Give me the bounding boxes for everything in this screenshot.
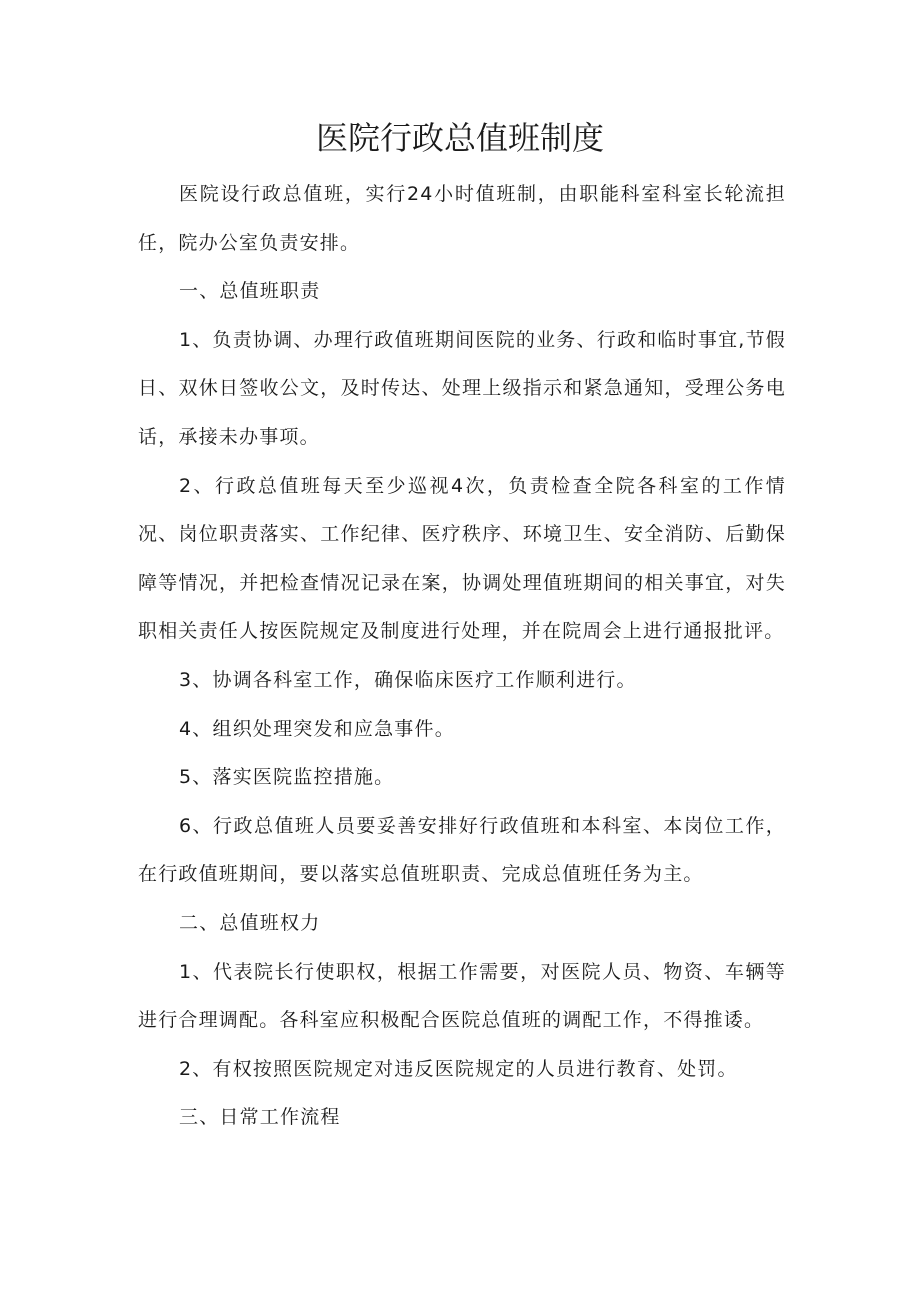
duty-item-5: 5、落实医院监控措施。 — [179, 766, 395, 789]
document-body — [138, 170, 786, 1142]
duty-item-4: 4、组织处理突发和应急事件。 — [179, 717, 455, 740]
intro-paragraph: 医院设行政总值班，实行24小时值班制，由职能科室科室长轮流担任，院办公室负责安排。 — [138, 183, 786, 254]
power-item-1: 1、代表院长行使职权，根据工作需要，对医院人员、物资、车辆等进行合理调配。各科室应积极配合医院总值班的调配工作，不得推诿。 — [138, 960, 786, 1032]
document-title: 医院行政总值班制度 — [315, 119, 604, 157]
duty-item-1: 1、负责协调、办理行政值班期间医院的业务、行政和临时事宜,节假日、双休日签收公文，及时传达、处理上级指示和紧急通知，受理公务电话，承接未办事项。 — [138, 328, 786, 448]
section-heading-powers: 二、总值班权力 — [179, 911, 321, 934]
duty-item-3: 3、协调各科室工作，确保临床医疗工作顺利进行。 — [179, 668, 637, 691]
power-item-2: 2、有权按照医院规定对违反医院规定的人员进行教育、处罚。 — [179, 1057, 738, 1080]
duty-item-6: 6、行政总值班人员要妥善安排好行政值班和本科室、本岗位工作，在行政值班期间，要以落实总值班职责、完成总值班任务为主。 — [138, 814, 786, 886]
section-heading-duties: 一、总值班职责 — [179, 280, 321, 303]
section-heading-workflow: 三、日常工作流程 — [179, 1106, 341, 1129]
duty-item-2: 2、行政总值班每天至少巡视4次，负责检查全院各科室的工作情况、岗位职责落实、工作纪律、医疗秩序、环境卫生、安全消防、后勤保障等情况，并把检查情况记录在案，协调处理值班期间的相关事宜，对失职相关责任人按医院规定及制度进行处理，并在院周会上进行通报批评。 — [138, 474, 786, 643]
